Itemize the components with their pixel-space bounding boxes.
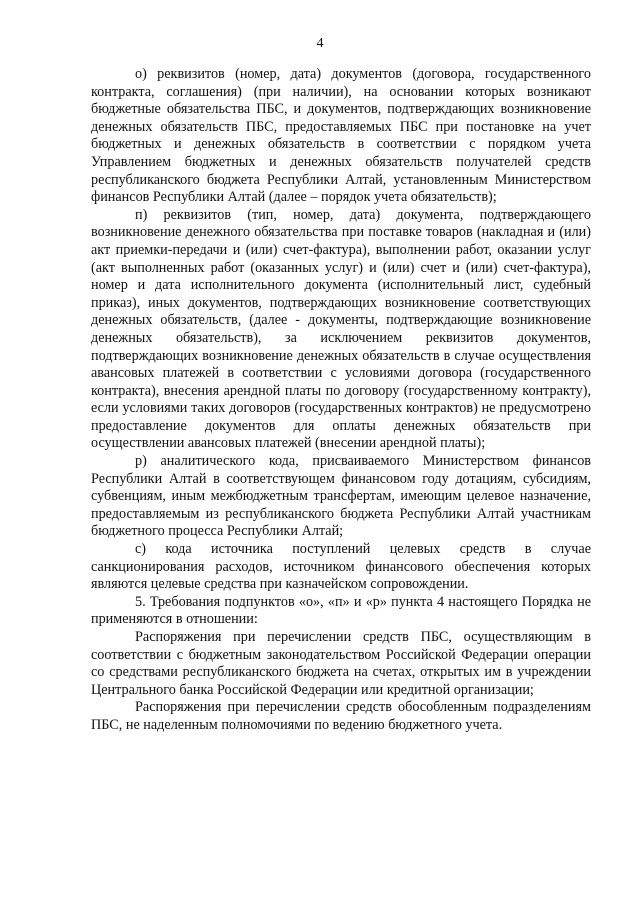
- page-number: 4: [316, 36, 324, 51]
- paragraph-exception-2: Распоряжения при перечислении средств обособленным подразделениям ПБС, не наделенным полномочиями по ведению бюджетного учета.: [91, 699, 591, 733]
- paragraph-p: п) реквизитов (тип, номер, дата) документа, подтверждающего возникновение денежного обязательства при поставке товаров (накладная и (или) акт приемки-передачи и (или) счет-фактура), выполнении работ, оказании услуг (акт выполненных работ (оказанных услуг) и (или) счет и (или) счет-фактура), номер и дата исполнительного документа (исполнительный лист, судебный приказ), иных документов, подтверждающих возникновение соответствующих денежных обязательств, (далее - документы, подтверждающие возникновение денежных обязательств), за исключением реквизитов документов, подтверждающих возникновение денежных обязательств в случае осуществления авансовых платежей в соответствии с условиями договора (государственного контракта), внесения арендной платы по договору (государственному контракту), если условиями таких договоров (государственных контрактов) не предусмотрено предоставление документов для оплаты денежных обязательств при осуществлении авансовых платежей (внесении арендной платы);: [91, 206, 591, 452]
- document-body: [91, 66, 591, 735]
- paragraph-r: р) аналитического кода, присваиваемого Министерством финансов Республики Алтай в соответствующем финансовом году дотациям, субсидиям, субвенциям, иным межбюджетным трансфертам, имеющим целевое назначение, предоставляемым из республиканского бюджета Республики Алтай участникам бюджетного процесса Республики Алтай;: [91, 453, 591, 540]
- paragraph-o: о) реквизитов (номер, дата) документов (договора, государственного контракта, соглашения) (при наличии), на основании которых возникают бюджетные обязательства ПБС, и документов, подтверждающих возникновение денежных обязательств ПБС, предоставляемых ПБС при постановке на учет бюджетных и денежных обязательств в соответствии с порядком учета Управлением бюджетных и денежных обязательств получателей средств республиканского бюджета Республики Алтай, установленным Министерством финансов Республики Алтай (далее – порядок учета обязательств);: [91, 66, 591, 206]
- paragraph-5: 5. Требования подпунктов «о», «п» и «р» пункта 4 настоящего Порядка не применяются в отношении:: [91, 593, 591, 628]
- paragraph-s: с) кода источника поступлений целевых средств в случае санкционирования расходов, источником финансового обеспечения которых являются целевые средства при казначейском сопровождении.: [91, 541, 591, 593]
- paragraph-exception-1: Распоряжения при перечислении средств ПБС, осуществляющим в соответствии с бюджетным законодательством Российской Федерации операции со средствами республиканского бюджета на счетах, открытых им в учреждении Центрального банка Российской Федерации или кредитной организации;: [91, 629, 591, 698]
